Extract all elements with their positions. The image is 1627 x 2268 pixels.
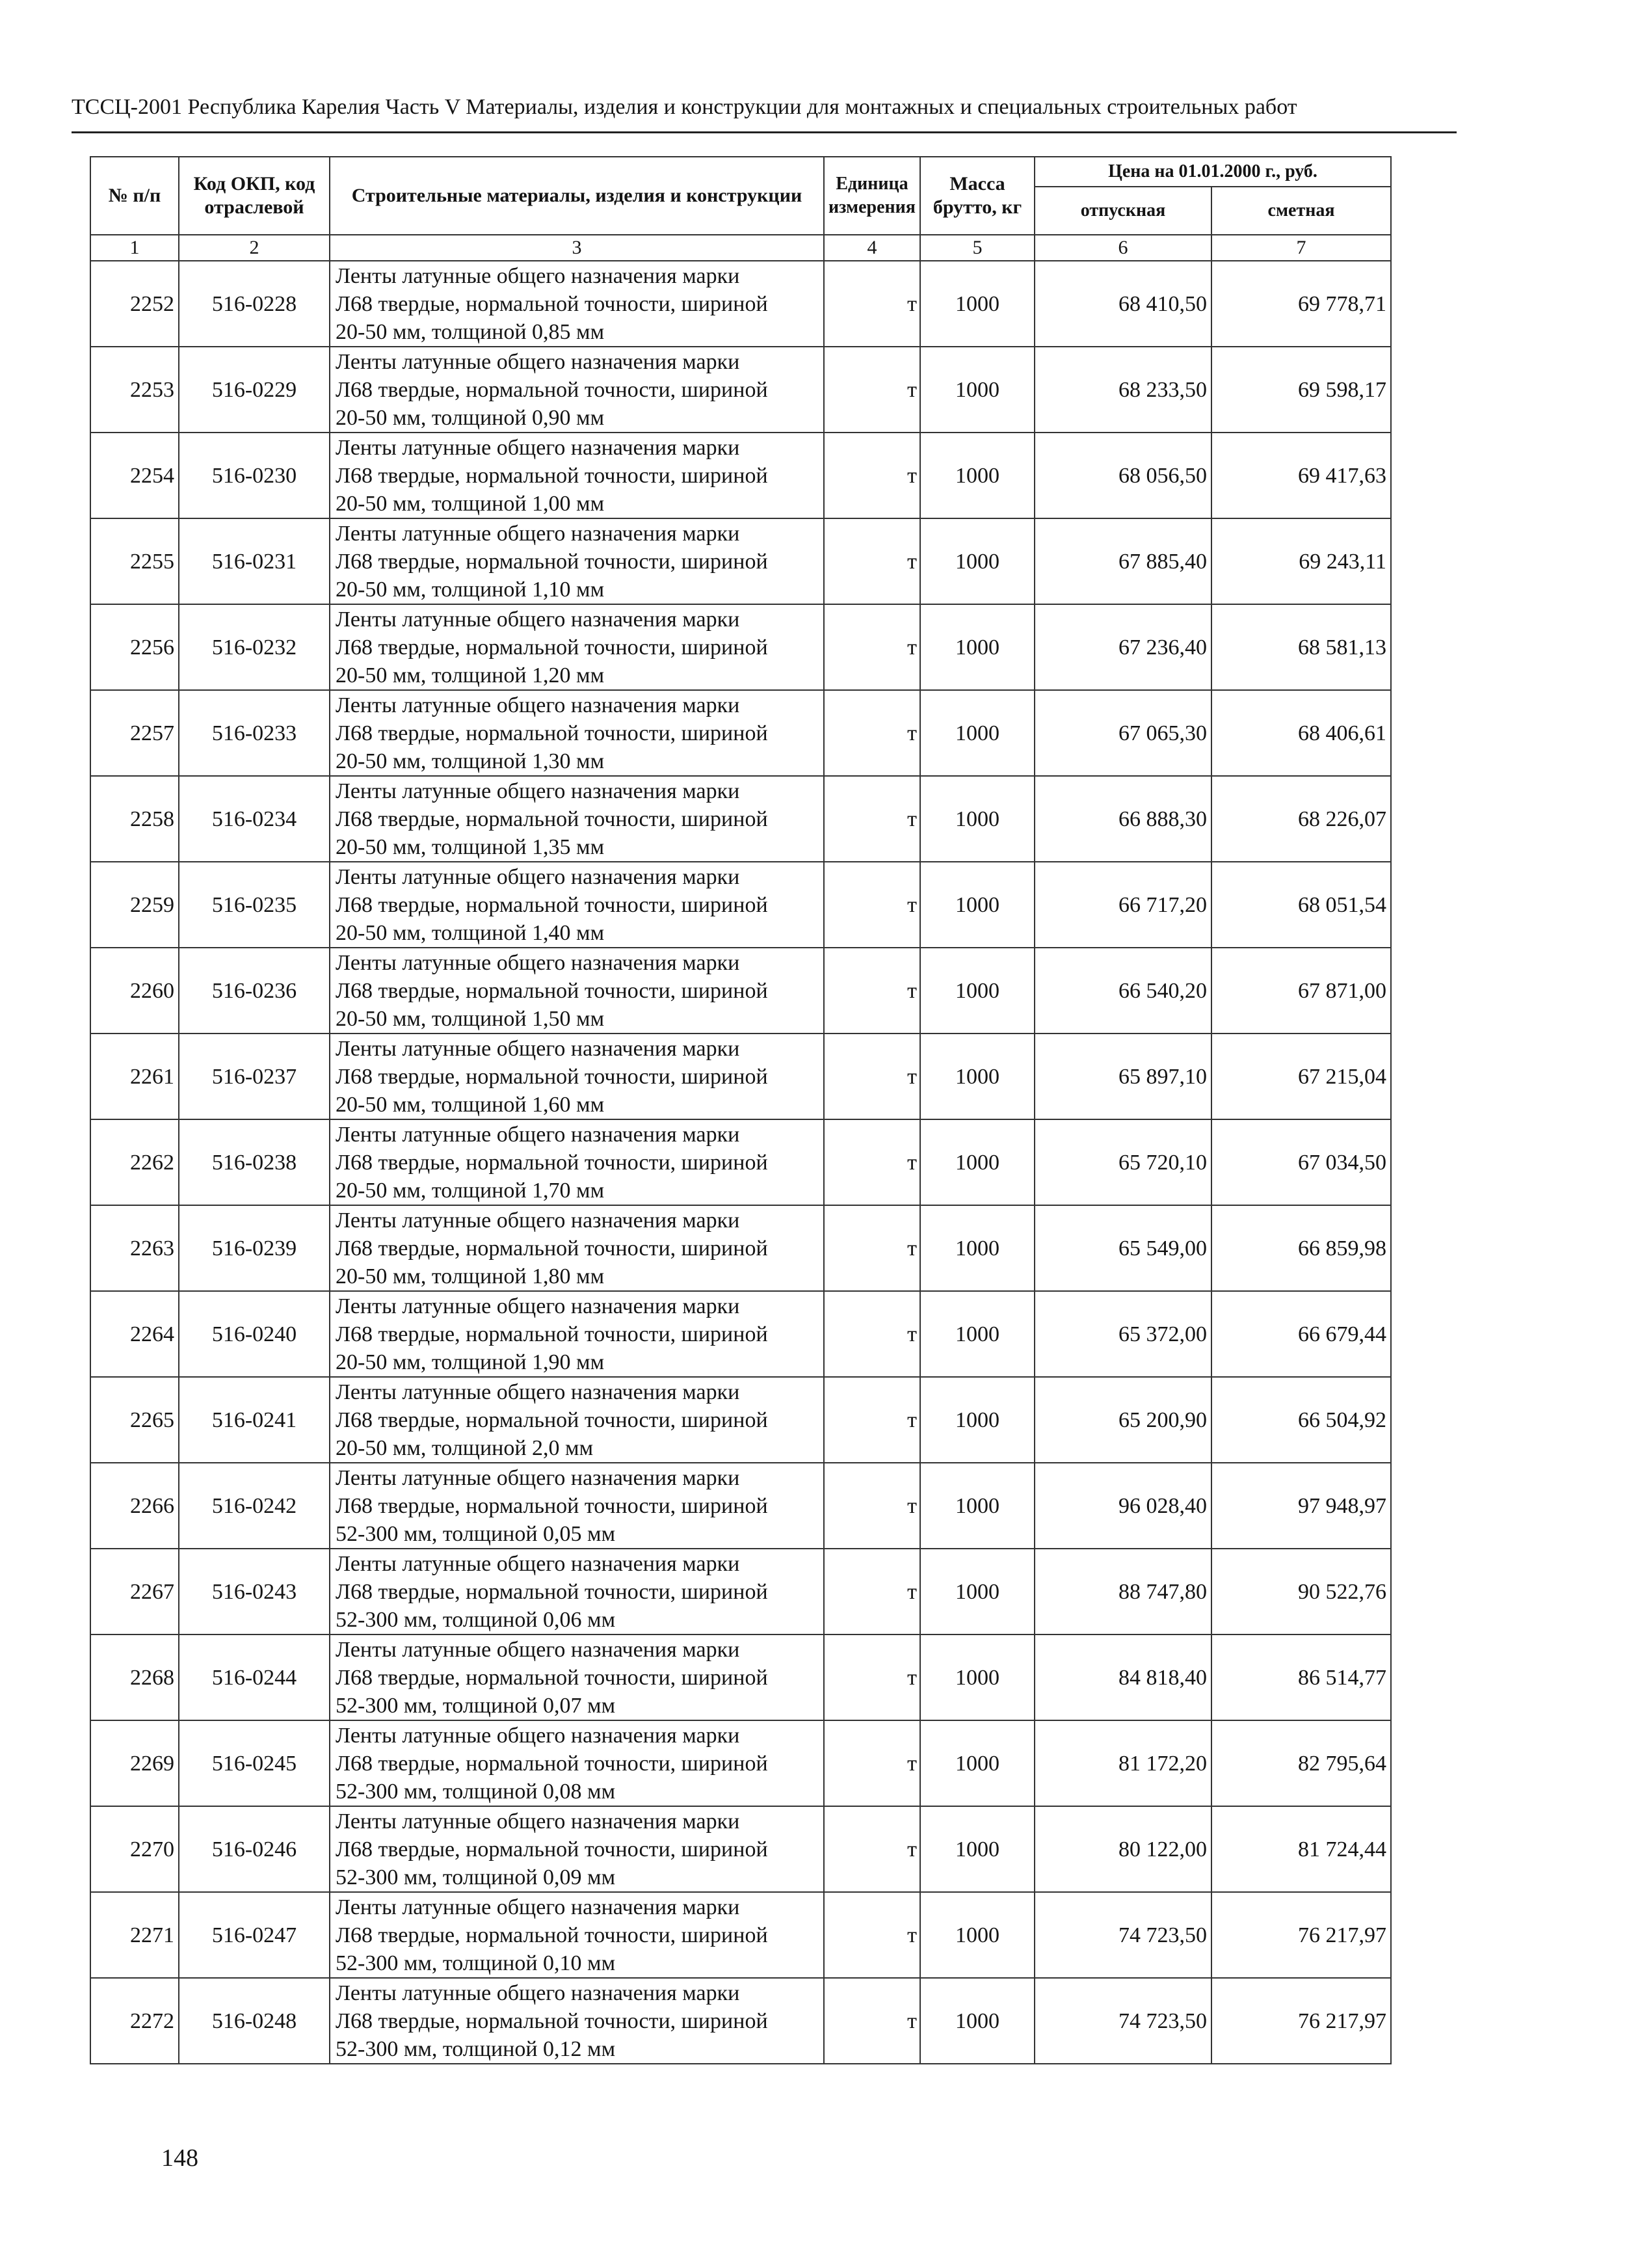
table-row xyxy=(90,518,1391,604)
table-row xyxy=(90,1978,1391,2064)
estimate-price: 90 522,76 xyxy=(1211,1549,1391,1634)
table-row xyxy=(90,1549,1391,1634)
gross-mass: 1000 xyxy=(920,1549,1035,1634)
release-price: 65 549,00 xyxy=(1035,1205,1211,1291)
okp-code: 516-0234 xyxy=(179,776,330,862)
table-row xyxy=(90,776,1391,862)
column-number: 7 xyxy=(1211,235,1391,261)
okp-code: 516-0236 xyxy=(179,948,330,1034)
table-row xyxy=(90,1119,1391,1205)
table-row xyxy=(90,690,1391,776)
material-name: Ленты латунные общего назначения марки Л68 твердые, нормальной точности, шириной 20-50 мм, толщиной 0,90 мм xyxy=(330,347,824,433)
okp-code: 516-0244 xyxy=(179,1634,330,1720)
row-number: 2256 xyxy=(90,604,179,690)
estimate-price: 66 504,92 xyxy=(1211,1377,1391,1463)
okp-code: 516-0238 xyxy=(179,1119,330,1205)
unit-of-measure: т xyxy=(824,948,920,1034)
release-price: 84 818,40 xyxy=(1035,1634,1211,1720)
header-mass: Масса брутто, кг xyxy=(920,157,1035,235)
column-number: 2 xyxy=(179,235,330,261)
estimate-price: 68 406,61 xyxy=(1211,690,1391,776)
header-price-release: отпускная xyxy=(1035,187,1211,235)
release-price: 96 028,40 xyxy=(1035,1463,1211,1549)
estimate-price: 68 226,07 xyxy=(1211,776,1391,862)
okp-code: 516-0245 xyxy=(179,1720,330,1806)
material-name: Ленты латунные общего назначения марки Л68 твердые, нормальной точности, шириной 52-300 мм, толщиной 0,09 мм xyxy=(330,1806,824,1892)
row-number: 2255 xyxy=(90,518,179,604)
column-number-row xyxy=(90,235,1391,261)
unit-of-measure: т xyxy=(824,261,920,347)
table-row xyxy=(90,1806,1391,1892)
material-name: Ленты латунные общего назначения марки Л68 твердые, нормальной точности, шириной 20-50 мм, толщиной 0,85 мм xyxy=(330,261,824,347)
gross-mass: 1000 xyxy=(920,1720,1035,1806)
estimate-price: 66 859,98 xyxy=(1211,1205,1391,1291)
gross-mass: 1000 xyxy=(920,518,1035,604)
header-code: Код ОКП, код отраслевой xyxy=(179,157,330,235)
header-price-estimate: сметная xyxy=(1211,187,1391,235)
row-number: 2269 xyxy=(90,1720,179,1806)
gross-mass: 1000 xyxy=(920,1463,1035,1549)
release-price: 65 200,90 xyxy=(1035,1377,1211,1463)
estimate-price: 81 724,44 xyxy=(1211,1806,1391,1892)
material-name: Ленты латунные общего назначения марки Л68 твердые, нормальной точности, шириной 52-300 мм, толщиной 0,06 мм xyxy=(330,1549,824,1634)
unit-of-measure: т xyxy=(824,518,920,604)
okp-code: 516-0237 xyxy=(179,1034,330,1119)
release-price: 80 122,00 xyxy=(1035,1806,1211,1892)
gross-mass: 1000 xyxy=(920,1119,1035,1205)
gross-mass: 1000 xyxy=(920,776,1035,862)
table-row xyxy=(90,1463,1391,1549)
unit-of-measure: т xyxy=(824,1463,920,1549)
material-name: Ленты латунные общего назначения марки Л68 твердые, нормальной точности, шириной 20-50 мм, толщиной 1,90 мм xyxy=(330,1291,824,1377)
release-price: 66 540,20 xyxy=(1035,948,1211,1034)
column-number: 4 xyxy=(824,235,920,261)
table-row xyxy=(90,1291,1391,1377)
unit-of-measure: т xyxy=(824,1634,920,1720)
release-price: 65 372,00 xyxy=(1035,1291,1211,1377)
material-name: Ленты латунные общего назначения марки Л68 твердые, нормальной точности, шириной 20-50 мм, толщиной 1,35 мм xyxy=(330,776,824,862)
okp-code: 516-0229 xyxy=(179,347,330,433)
unit-of-measure: т xyxy=(824,690,920,776)
unit-of-measure: т xyxy=(824,1892,920,1978)
estimate-price: 68 051,54 xyxy=(1211,862,1391,948)
column-number: 1 xyxy=(90,235,179,261)
unit-of-measure: т xyxy=(824,1806,920,1892)
gross-mass: 1000 xyxy=(920,1978,1035,2064)
column-number: 3 xyxy=(330,235,824,261)
material-name: Ленты латунные общего назначения марки Л68 твердые, нормальной точности, шириной 20-50 мм, толщиной 1,30 мм xyxy=(330,690,824,776)
gross-mass: 1000 xyxy=(920,433,1035,518)
unit-of-measure: т xyxy=(824,1549,920,1634)
unit-of-measure: т xyxy=(824,1205,920,1291)
table-row xyxy=(90,862,1391,948)
gross-mass: 1000 xyxy=(920,1377,1035,1463)
gross-mass: 1000 xyxy=(920,347,1035,433)
release-price: 67 065,30 xyxy=(1035,690,1211,776)
estimate-price: 68 581,13 xyxy=(1211,604,1391,690)
gross-mass: 1000 xyxy=(920,948,1035,1034)
material-name: Ленты латунные общего назначения марки Л68 твердые, нормальной точности, шириной 52-300 мм, толщиной 0,05 мм xyxy=(330,1463,824,1549)
row-number: 2264 xyxy=(90,1291,179,1377)
gross-mass: 1000 xyxy=(920,604,1035,690)
estimate-price: 82 795,64 xyxy=(1211,1720,1391,1806)
unit-of-measure: т xyxy=(824,604,920,690)
estimate-price: 76 217,97 xyxy=(1211,1892,1391,1978)
table-row xyxy=(90,1377,1391,1463)
table-row xyxy=(90,1892,1391,1978)
release-price: 67 885,40 xyxy=(1035,518,1211,604)
material-name: Ленты латунные общего назначения марки Л68 твердые, нормальной точности, шириной 52-300 мм, толщиной 0,07 мм xyxy=(330,1634,824,1720)
release-price: 65 897,10 xyxy=(1035,1034,1211,1119)
unit-of-measure: т xyxy=(824,1377,920,1463)
unit-of-measure: т xyxy=(824,1978,920,2064)
row-number: 2254 xyxy=(90,433,179,518)
release-price: 74 723,50 xyxy=(1035,1978,1211,2064)
release-price: 68 056,50 xyxy=(1035,433,1211,518)
unit-of-measure: т xyxy=(824,776,920,862)
row-number: 2268 xyxy=(90,1634,179,1720)
row-number: 2263 xyxy=(90,1205,179,1291)
okp-code: 516-0243 xyxy=(179,1549,330,1634)
estimate-price: 67 871,00 xyxy=(1211,948,1391,1034)
okp-code: 516-0231 xyxy=(179,518,330,604)
table-row xyxy=(90,433,1391,518)
okp-code: 516-0233 xyxy=(179,690,330,776)
table-row xyxy=(90,261,1391,347)
material-name: Ленты латунные общего назначения марки Л68 твердые, нормальной точности, шириной 52-300 мм, толщиной 0,08 мм xyxy=(330,1720,824,1806)
row-number: 2262 xyxy=(90,1119,179,1205)
row-number: 2270 xyxy=(90,1806,179,1892)
table-row xyxy=(90,347,1391,433)
material-name: Ленты латунные общего назначения марки Л68 твердые, нормальной точности, шириной 20-50 мм, толщиной 1,50 мм xyxy=(330,948,824,1034)
estimate-price: 97 948,97 xyxy=(1211,1463,1391,1549)
material-name: Ленты латунные общего назначения марки Л68 твердые, нормальной точности, шириной 20-50 мм, толщиной 1,40 мм xyxy=(330,862,824,948)
unit-of-measure: т xyxy=(824,1119,920,1205)
okp-code: 516-0235 xyxy=(179,862,330,948)
okp-code: 516-0246 xyxy=(179,1806,330,1892)
unit-of-measure: т xyxy=(824,1034,920,1119)
material-name: Ленты латунные общего назначения марки Л68 твердые, нормальной точности, шириной 52-300 мм, толщиной 0,10 мм xyxy=(330,1892,824,1978)
header-divider xyxy=(72,131,1457,133)
gross-mass: 1000 xyxy=(920,1034,1035,1119)
material-name: Ленты латунные общего назначения марки Л68 твердые, нормальной точности, шириной 20-50 мм, толщиной 1,20 мм xyxy=(330,604,824,690)
row-number: 2259 xyxy=(90,862,179,948)
release-price: 66 717,20 xyxy=(1035,862,1211,948)
gross-mass: 1000 xyxy=(920,1634,1035,1720)
gross-mass: 1000 xyxy=(920,1205,1035,1291)
release-price: 74 723,50 xyxy=(1035,1892,1211,1978)
unit-of-measure: т xyxy=(824,862,920,948)
row-number: 2267 xyxy=(90,1549,179,1634)
page-number: 148 xyxy=(161,2144,198,2172)
table-row xyxy=(90,1634,1391,1720)
unit-of-measure: т xyxy=(824,433,920,518)
material-name: Ленты латунные общего назначения марки Л68 твердые, нормальной точности, шириной 20-50 мм, толщиной 1,80 мм xyxy=(330,1205,824,1291)
table-row xyxy=(90,604,1391,690)
okp-code: 516-0248 xyxy=(179,1978,330,2064)
table-row xyxy=(90,1034,1391,1119)
gross-mass: 1000 xyxy=(920,1892,1035,1978)
release-price: 67 236,40 xyxy=(1035,604,1211,690)
header-num: № п/п xyxy=(90,157,179,235)
header-price-group: Цена на 01.01.2000 г., руб. xyxy=(1035,157,1391,187)
gross-mass: 1000 xyxy=(920,261,1035,347)
estimate-price: 86 514,77 xyxy=(1211,1634,1391,1720)
estimate-price: 69 417,63 xyxy=(1211,433,1391,518)
price-table xyxy=(90,156,1392,2064)
material-name: Ленты латунные общего назначения марки Л68 твердые, нормальной точности, шириной 20-50 мм, толщиной 1,00 мм xyxy=(330,433,824,518)
okp-code: 516-0242 xyxy=(179,1463,330,1549)
header-name: Строительные материалы, изделия и конструкции xyxy=(330,157,824,235)
okp-code: 516-0241 xyxy=(179,1377,330,1463)
estimate-price: 69 598,17 xyxy=(1211,347,1391,433)
estimate-price: 76 217,97 xyxy=(1211,1978,1391,2064)
release-price: 68 233,50 xyxy=(1035,347,1211,433)
row-number: 2261 xyxy=(90,1034,179,1119)
release-price: 81 172,20 xyxy=(1035,1720,1211,1806)
gross-mass: 1000 xyxy=(920,862,1035,948)
unit-of-measure: т xyxy=(824,1291,920,1377)
row-number: 2258 xyxy=(90,776,179,862)
gross-mass: 1000 xyxy=(920,690,1035,776)
okp-code: 516-0239 xyxy=(179,1205,330,1291)
row-number: 2271 xyxy=(90,1892,179,1978)
header-unit: Единица измерения xyxy=(824,157,920,235)
unit-of-measure: т xyxy=(824,347,920,433)
estimate-price: 67 215,04 xyxy=(1211,1034,1391,1119)
estimate-price: 66 679,44 xyxy=(1211,1291,1391,1377)
material-name: Ленты латунные общего назначения марки Л68 твердые, нормальной точности, шириной 20-50 мм, толщиной 1,10 мм xyxy=(330,518,824,604)
running-header: ТССЦ-2001 Республика Карелия Часть V Материалы, изделия и конструкции для монтажных и специальных строительных работ xyxy=(72,95,1297,119)
release-price: 68 410,50 xyxy=(1035,261,1211,347)
row-number: 2265 xyxy=(90,1377,179,1463)
unit-of-measure: т xyxy=(824,1720,920,1806)
okp-code: 516-0232 xyxy=(179,604,330,690)
okp-code: 516-0228 xyxy=(179,261,330,347)
release-price: 88 747,80 xyxy=(1035,1549,1211,1634)
estimate-price: 69 243,11 xyxy=(1211,518,1391,604)
release-price: 65 720,10 xyxy=(1035,1119,1211,1205)
row-number: 2252 xyxy=(90,261,179,347)
column-number: 6 xyxy=(1035,235,1211,261)
release-price: 66 888,30 xyxy=(1035,776,1211,862)
column-number: 5 xyxy=(920,235,1035,261)
estimate-price: 69 778,71 xyxy=(1211,261,1391,347)
row-number: 2266 xyxy=(90,1463,179,1549)
row-number: 2253 xyxy=(90,347,179,433)
table-row xyxy=(90,1205,1391,1291)
okp-code: 516-0230 xyxy=(179,433,330,518)
material-name: Ленты латунные общего назначения марки Л68 твердые, нормальной точности, шириной 20-50 мм, толщиной 1,60 мм xyxy=(330,1034,824,1119)
material-name: Ленты латунные общего назначения марки Л68 твердые, нормальной точности, шириной 52-300 мм, толщиной 0,12 мм xyxy=(330,1978,824,2064)
table-row xyxy=(90,948,1391,1034)
estimate-price: 67 034,50 xyxy=(1211,1119,1391,1205)
row-number: 2260 xyxy=(90,948,179,1034)
material-name: Ленты латунные общего назначения марки Л68 твердые, нормальной точности, шириной 20-50 мм, толщиной 2,0 мм xyxy=(330,1377,824,1463)
okp-code: 516-0247 xyxy=(179,1892,330,1978)
material-name: Ленты латунные общего назначения марки Л68 твердые, нормальной точности, шириной 20-50 мм, толщиной 1,70 мм xyxy=(330,1119,824,1205)
gross-mass: 1000 xyxy=(920,1806,1035,1892)
table-row xyxy=(90,1720,1391,1806)
okp-code: 516-0240 xyxy=(179,1291,330,1377)
row-number: 2272 xyxy=(90,1978,179,2064)
gross-mass: 1000 xyxy=(920,1291,1035,1377)
row-number: 2257 xyxy=(90,690,179,776)
